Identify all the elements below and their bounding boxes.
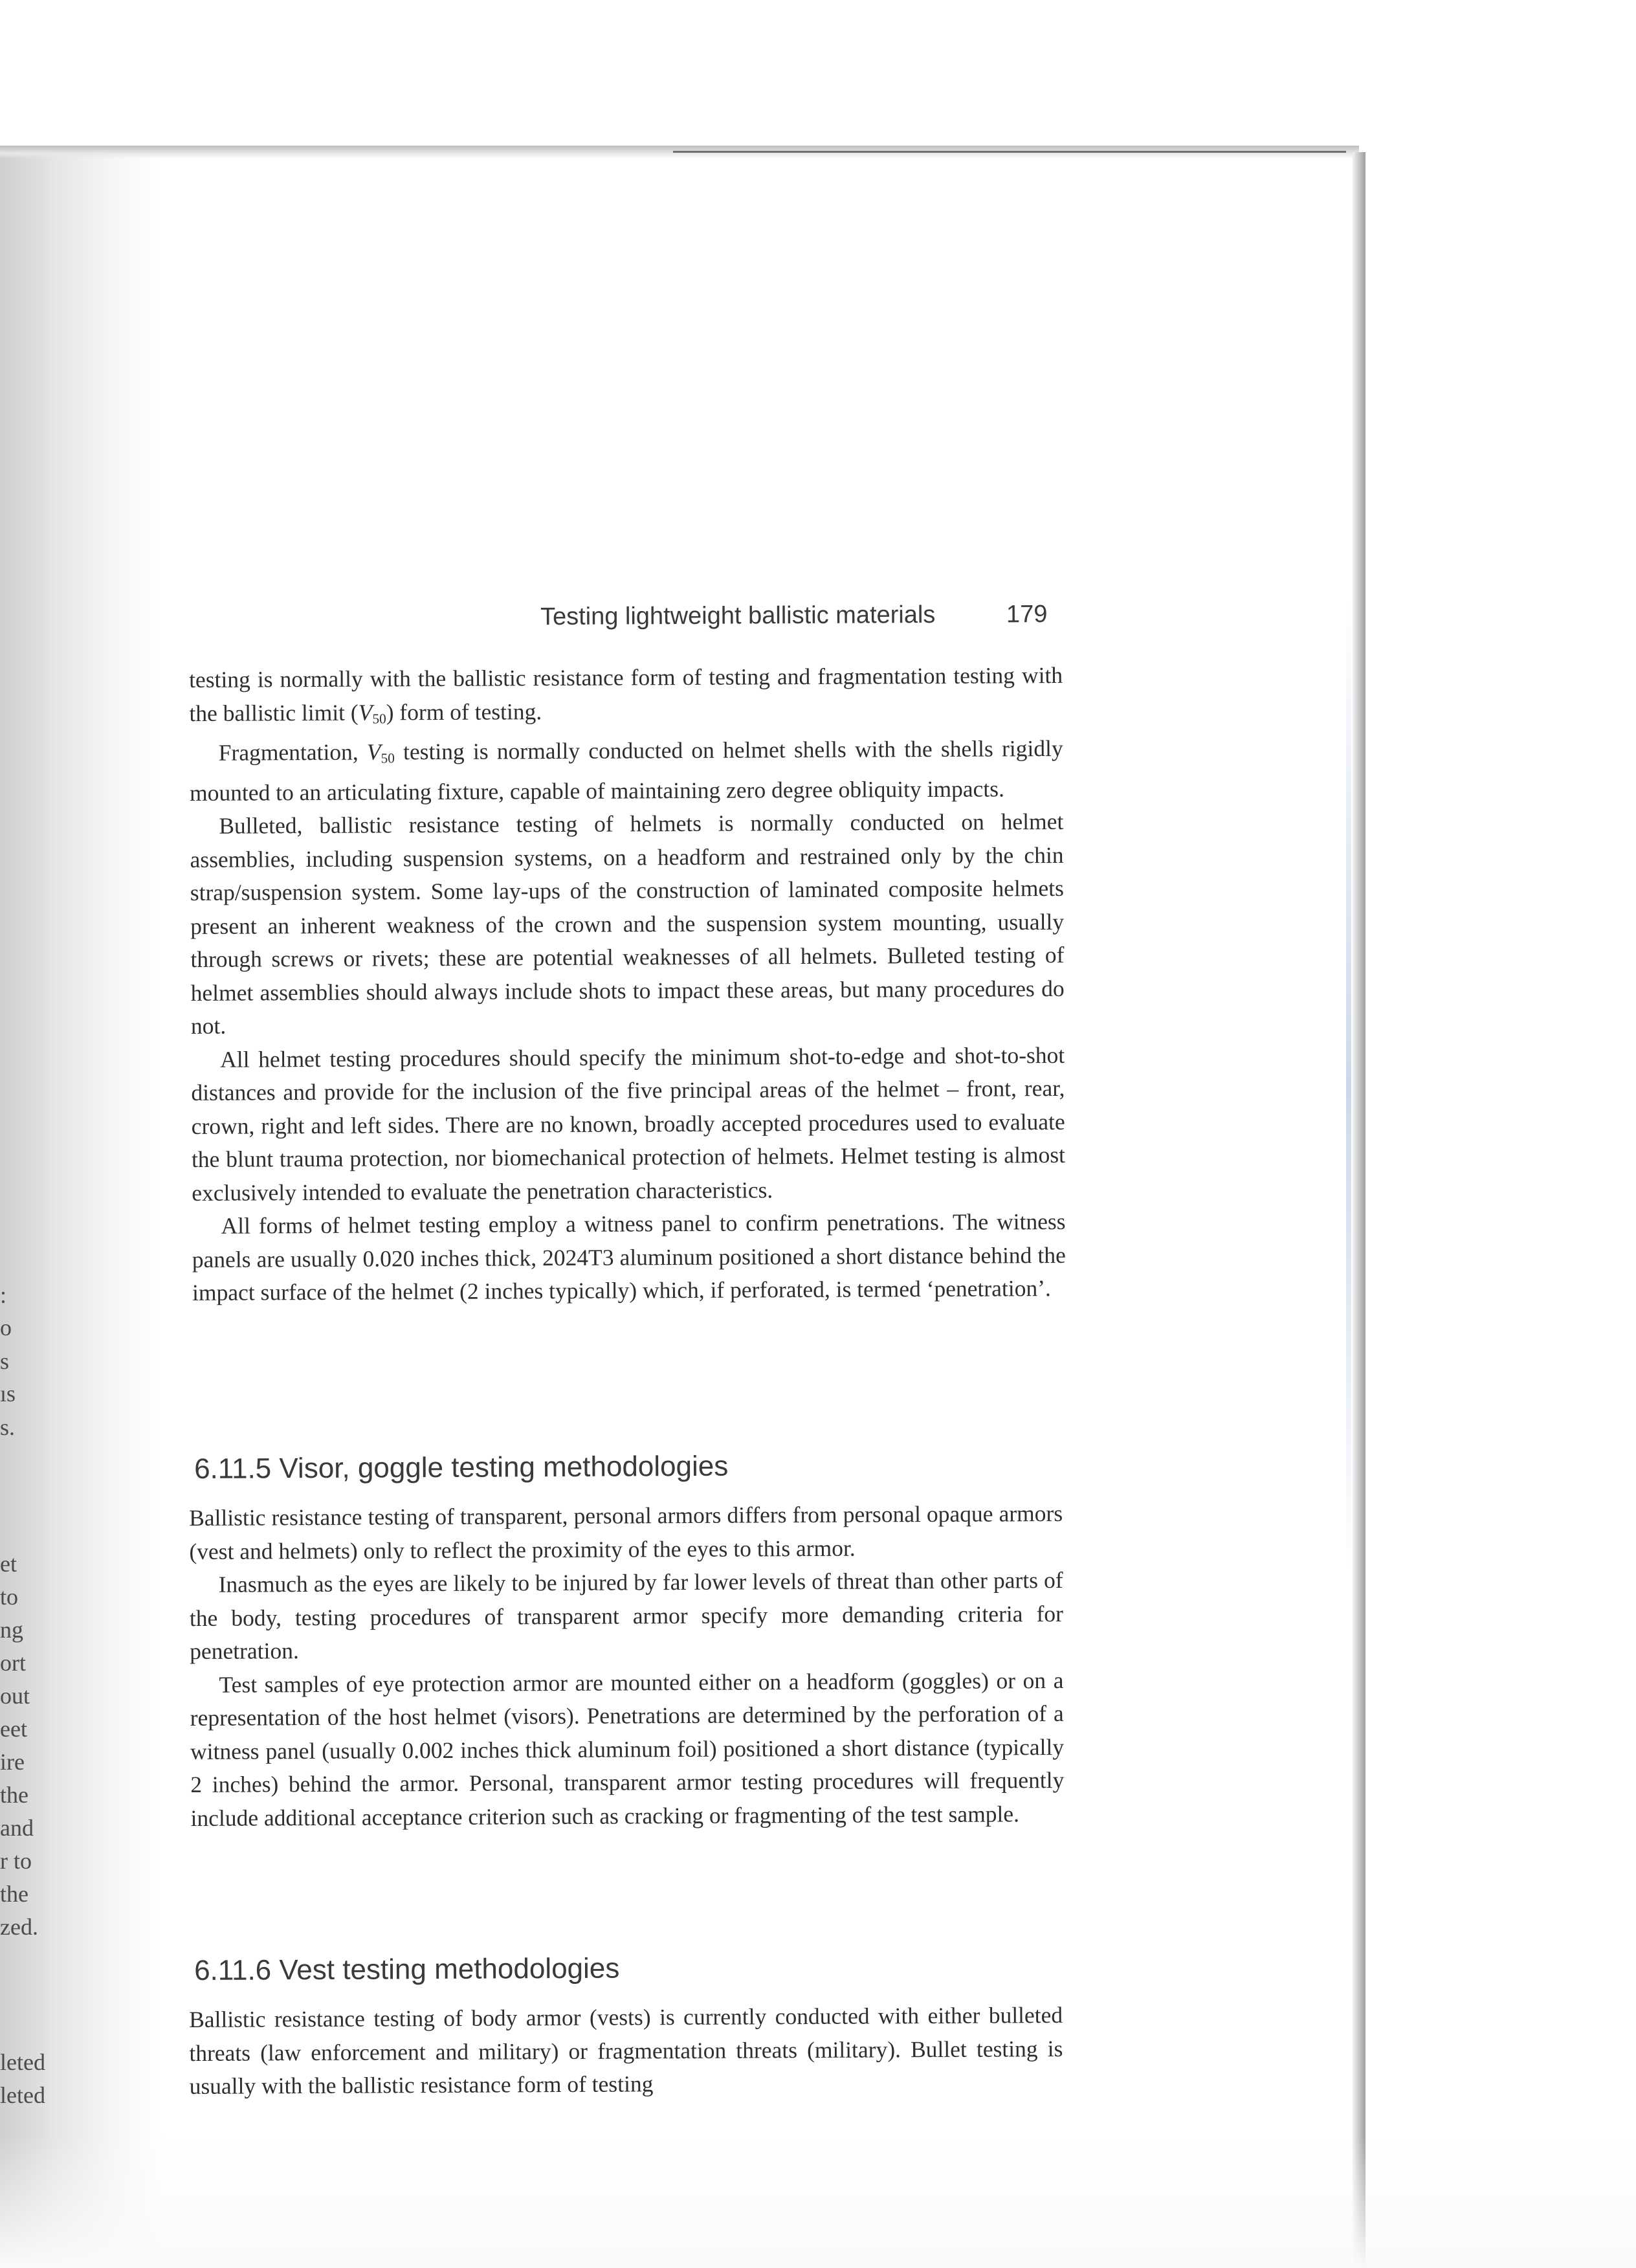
left-fragment: r to <box>0 1848 32 1874</box>
left-fragment: o <box>0 1315 12 1340</box>
paragraph: All helmet testing procedures should specify the minimum shot-to-edge and shot-to-shot distances and provide for the inclusion of the five principal areas of the helmet – front, rear, crown, right and left sides. There are no known, broadly accepted procedures used to evaluate the blunt trauma protection, nor biomechanical protection of helmets. Helmet testing is almost exclusively intended to evaluate the penetration characteristics. <box>191 1041 1066 1206</box>
left-fragment: and <box>0 1815 34 1841</box>
paragraph: Ballistic resistance testing of body armor (vests) is currently conducted with either bulleted threats (law enforcement and military) or fragmentation threats (military). Bullet testing is usually with the ballistic resistance form of testing <box>189 2001 1063 2099</box>
text-block-visor-goggle <box>189 1497 1065 1835</box>
left-fragment: to <box>0 1584 19 1610</box>
left-fragment: leted <box>0 2049 45 2075</box>
paragraph: Bulleted, ballistic resistance testing of helmets is normally conducted on helmet assemblies, including suspension systems, on a headform and restrained only by the chin strap/suspension system. Some lay-ups of the construction of laminated composite helmets present an inherent weakness of the crown and the suspension system mounting, usually through screws or rivets; these are potential weaknesses of all helmets. Bulleted testing of helmet assemblies should always include shots to impact these areas, but many procedures do not. <box>190 808 1065 1039</box>
left-fragment: out <box>0 1683 30 1709</box>
left-fragment: : <box>0 1282 7 1308</box>
paragraph: testing is normally with the ballistic resistance form of testing and fragmentation testing with the ballistic limit $(V_{50})$ form of testing. <box>189 662 1063 727</box>
section-heading-6-11-5: 6.11.5 Visor, goggle testing methodologies <box>194 1450 729 1485</box>
left-fragment: et <box>0 1551 17 1577</box>
text-block-vest-testing <box>189 1999 1063 2104</box>
left-fragment: s <box>0 1348 10 1374</box>
left-fragment: ire <box>0 1749 25 1775</box>
left-fragment: the <box>0 1782 28 1808</box>
paragraph: Fragmentation, $V_{50}$ testing is normally conducted on helmet shells with the shells rigidly mounted to an articulating fixture, capable of maintaining zero degree obliquity impacts. <box>189 735 1063 806</box>
running-header <box>540 601 1058 631</box>
paragraph: Test samples of eye protection armor are mounted either on a headform (goggles) or on a representation of the host helmet (visors). Penetrations are determined by the perforation of a witness panel (usually 0.002 inches thick aluminum foil) positioned a short distance (typically 2 inches) behind the armor. Personal, transparent armor testing procedures will frequently include additional acceptance criterion such as cracking or fragmenting of the test sample. <box>190 1667 1065 1831</box>
running-title: Testing lightweight ballistic materials <box>540 601 936 631</box>
paragraph: Ballistic resistance testing of transparent, personal armors differs from personal opaque armors (vest and helmets) only to reflect the proximity of the eyes to this armor. <box>189 1500 1063 1564</box>
text-block-helmet-testing <box>189 659 1066 1310</box>
section-heading-6-11-6: 6.11.6 Vest testing methodologies <box>194 1952 620 1986</box>
page-bottom-fade <box>0 2136 1636 2268</box>
page-right-edge-tint <box>1346 602 1351 1573</box>
left-fragment: eet <box>0 1716 27 1742</box>
page-right-edge <box>1353 152 1365 2268</box>
left-fragment: leted <box>0 2082 45 2108</box>
left-fragment: zed. <box>0 1914 38 1940</box>
left-fragment: ort <box>0 1650 26 1676</box>
paragraph: Inasmuch as the eyes are likely to be injured by far lower levels of threat than other parts of the body, testing procedures of transparent armor specify more demanding criteria for penetration. <box>189 1566 1064 1664</box>
left-fragment: the <box>0 1881 28 1907</box>
left-fragment: ıs <box>0 1381 16 1406</box>
page-number: 179 <box>1006 600 1048 628</box>
left-fragment: s. <box>0 1414 16 1440</box>
paragraph: All forms of helmet testing employ a witness panel to confirm penetrations. The witness panels are usually 0.020 inches thick, 2024T3 aluminum positioned a short distance behind the impact surface of the helmet (2 inches typically) which, if perforated, is termed ‘penetration’. <box>192 1208 1066 1306</box>
left-fragment: ng <box>0 1617 23 1643</box>
book-spine-shadow <box>0 149 162 2268</box>
page-top-edge-line <box>673 151 1346 153</box>
